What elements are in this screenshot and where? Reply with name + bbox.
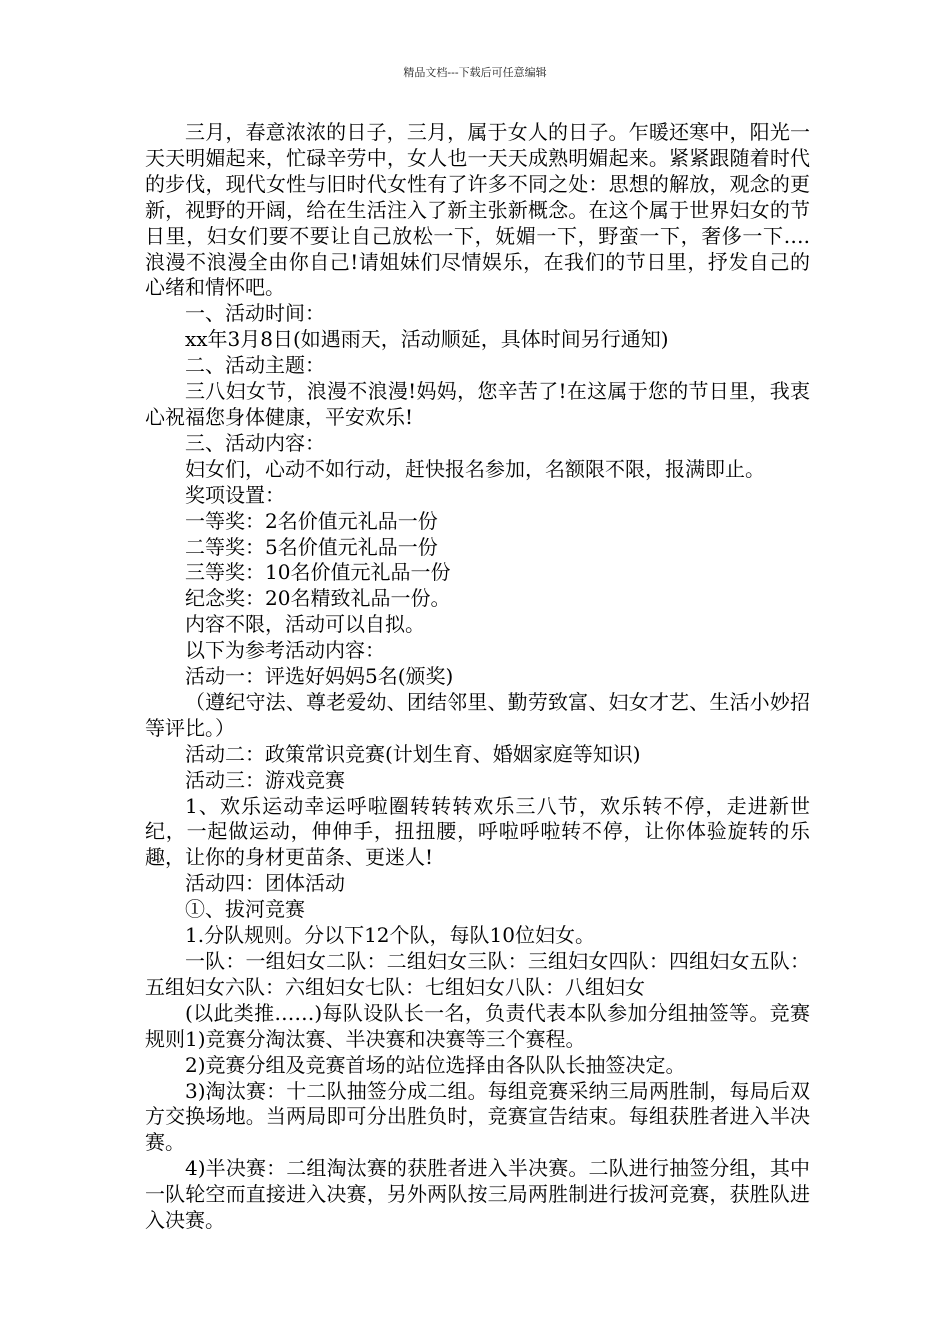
- activity-one-detail: （遵纪守法、尊老爱幼、团结邻里、勤劳致富、妇女才艺、生活小妙招等评比。）: [145, 689, 810, 740]
- award-first: 一等奖：2名价值元礼品一份: [185, 508, 438, 533]
- signup-text: 妇女们，心动不如行动，赶快报名参加，名额限不限，报满即止。: [185, 456, 765, 481]
- rule-four: 4)半决赛：二组淘汰赛的获胜者进入半决赛。二队进行抽签分组，其中一队轮空而直接进入决赛，另外两队按三局两胜制进行拔河竞赛，获胜队进入决赛。: [145, 1156, 810, 1233]
- section-heading-content: 三、活动内容：: [185, 430, 325, 455]
- intro-paragraph: 三月，春意浓浓的日子，三月，属于女人的日子。乍暖还寒中，阳光一天天明媚起来，忙碌辛劳中，女人也一天天成熟明媚起来。紧紧跟随着时代的步伐，现代女性与旧时代女性有了许多不同之处：思想的解放，观念的更新，视野的开阔，给在生活注入了新主张新概念。在这个属于世界妇女的节日里，妇女们要不要让自己放松一下，妩媚一下，野蛮一下，奢侈一下….浪漫不浪漫全由你自己!请姐妹们尽情娱乐，在我们的节日里，抒发自己的心绪和情怀吧。: [145, 120, 810, 300]
- section-heading-theme: 二、活动主题：: [185, 353, 325, 378]
- team-rules: 1.分队规则。分以下12个队，每队10位妇女。: [185, 923, 595, 948]
- captain-rules: (以此类推……)每队设队长一名，负责代表本队参加分组抽签等。竞赛规则1)竞赛分淘汰赛、半决赛和决赛等三个赛程。: [145, 1000, 810, 1051]
- rule-two: 2)竞赛分组及竞赛首场的站位选择由各队队长抽签决定。: [185, 1052, 686, 1077]
- activity-two: 活动二：政策常识竞赛(计划生育、婚姻家庭等知识): [185, 741, 641, 766]
- activity-three-detail: 1、欢乐运动幸运呼啦圈转转转欢乐三八节，欢乐转不停，走进新世纪，一起做运动，伸伸手，扭扭腰，呼啦呼啦转不停，让你体验旋转的乐趣，让你的身材更苗条、更迷人!: [145, 793, 810, 870]
- page-header: 精品文档---下载后可任意编辑: [403, 66, 547, 79]
- document-body: [145, 120, 810, 1234]
- award-second: 二等奖：5名价值元礼品一份: [185, 534, 438, 559]
- award-third: 三等奖：10名价值元礼品一份: [185, 560, 451, 585]
- activity-four: 活动四：团体活动: [185, 871, 345, 896]
- rule-three: 3)淘汰赛：十二队抽签分成二组。每组竞赛采纳三局两胜制，每局后双方交换场地。当两局即可分出胜负时，竞赛宣告结束。每组获胜者进入半决赛。: [145, 1078, 810, 1155]
- activity-time-text: xx年3月8日(如遇雨天，活动顺延，具体时间另行通知): [185, 327, 669, 352]
- activity-theme-text: 三八妇女节，浪漫不浪漫!妈妈，您辛苦了!在这属于您的节日里，我衷心祝福您身体健康，平安欢乐!: [145, 379, 810, 429]
- awards-heading: 奖项设置：: [185, 482, 285, 507]
- content-note: 内容不限，活动可以自拟。: [185, 612, 425, 637]
- team-list: 一队：一组妇女二队：二组妇女三队：三组妇女四队：四组妇女五队：五组妇女六队：六组妇女七队：七组妇女八队：八组妇女: [145, 949, 810, 999]
- section-heading-time: 一、活动时间：: [185, 301, 325, 326]
- activity-one: 活动一：评选好妈妈5名(颁奖): [185, 664, 454, 689]
- activity-three: 活动三：游戏竞赛: [185, 767, 345, 792]
- reference-heading: 以下为参考活动内容：: [185, 638, 385, 663]
- tug-of-war-heading: ①、拔河竞赛: [185, 897, 305, 922]
- award-souvenir: 纪念奖：20名精致礼品一份。: [185, 586, 451, 611]
